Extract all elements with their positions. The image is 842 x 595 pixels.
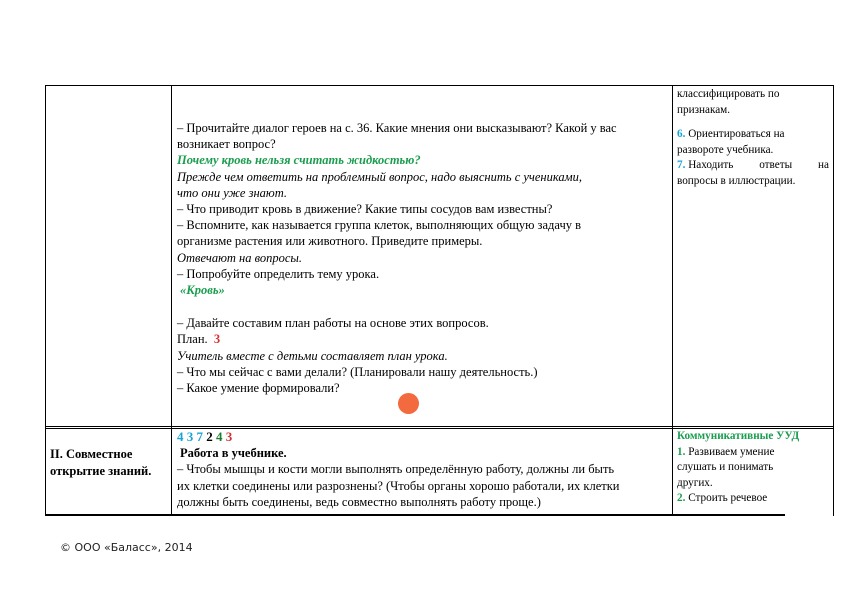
column-divider bbox=[672, 85, 673, 516]
table-bottom-border bbox=[45, 514, 785, 516]
item-number: 2. bbox=[677, 492, 686, 504]
stage-title: открытие знаний. bbox=[50, 464, 152, 478]
text-line: вопросы в иллюстрации. bbox=[677, 174, 796, 187]
plan-number: 3 bbox=[213, 332, 221, 347]
task-number: 7 bbox=[196, 429, 203, 444]
column-divider bbox=[833, 85, 834, 516]
item-text: Ориентироваться на bbox=[688, 128, 785, 140]
blank-line bbox=[677, 118, 829, 127]
item-text: ответы bbox=[759, 159, 793, 171]
teacher-note: что они уже знают. bbox=[177, 185, 288, 200]
item-text: на bbox=[818, 159, 829, 171]
task-number: 4 bbox=[216, 429, 223, 444]
text-line: – Прочитайте диалог героев на с. 36. Какие мнения они высказывают? Какой у вас bbox=[177, 121, 617, 135]
uud-heading: Коммуникативные УУД bbox=[677, 430, 800, 442]
row1-right-cell bbox=[677, 87, 829, 189]
text-line: – Что мы сейчас с вами делали? (Планировали нашу деятельность.) bbox=[177, 364, 538, 379]
task-number: 3 bbox=[225, 429, 233, 444]
item-number: 6. bbox=[677, 128, 686, 140]
item-text: Находить bbox=[688, 159, 734, 171]
column-divider bbox=[45, 85, 46, 516]
section-title: Работа в учебнике. bbox=[180, 446, 287, 461]
text-line: должны быть соединены, ведь совместно выполнять работу проще.) bbox=[177, 494, 541, 509]
teacher-note: Отвечают на вопросы. bbox=[177, 250, 303, 265]
copyright-footer: © ООО «Баласс», 2014 bbox=[60, 541, 193, 554]
task-numbers bbox=[177, 429, 667, 445]
item-text: Строить речевое bbox=[688, 492, 768, 504]
row1-middle-cell bbox=[177, 120, 667, 396]
plan-line bbox=[177, 331, 667, 347]
teacher-note: Прежде чем ответить на проблемный вопрос, надо выяснить с учениками, bbox=[177, 169, 583, 184]
list-item bbox=[677, 127, 829, 143]
text-line: возникает вопрос? bbox=[177, 137, 276, 152]
text-line: – Вспомните, как называется группа клеток, выполняющих общую задачу в bbox=[177, 218, 582, 233]
row-divider bbox=[45, 426, 834, 427]
item-text: Развиваем умение bbox=[688, 445, 775, 458]
item-number: 1. bbox=[677, 445, 686, 458]
column-divider bbox=[171, 85, 172, 516]
text-line: – Попробуйте определить тему урока. bbox=[177, 266, 380, 281]
text-line: – Чтобы мышцы и кости могли выполнять определённую работу, должны ли быть bbox=[177, 462, 615, 477]
row2-left-cell bbox=[50, 446, 168, 480]
problem-question: Почему кровь нельзя считать жидкостью? bbox=[177, 153, 421, 168]
text-line: – Давайте составим план работы на основе этих вопросов. bbox=[177, 316, 489, 331]
text-line: организме растения или животного. Приведите примеры. bbox=[177, 234, 483, 249]
table-top-border bbox=[45, 85, 834, 86]
task-number: 2 bbox=[206, 429, 213, 444]
text-line: развороте учебника. bbox=[677, 143, 774, 156]
list-item bbox=[677, 445, 829, 461]
row2-right-cell bbox=[677, 429, 829, 507]
item-number: 7. bbox=[677, 159, 686, 171]
text-line: классифицировать по bbox=[677, 88, 780, 100]
row2-middle-cell bbox=[177, 429, 667, 510]
blank-line bbox=[177, 298, 667, 315]
task-number: 3 bbox=[186, 429, 194, 444]
lesson-topic: «Кровь» bbox=[180, 283, 225, 298]
text-line: слушать и понимать bbox=[677, 461, 774, 473]
task-number: 4 bbox=[177, 429, 184, 444]
text-line: признакам. bbox=[677, 103, 731, 116]
text-line: других. bbox=[677, 476, 713, 489]
plan-label: План. bbox=[177, 332, 208, 347]
stage-title: II. Совместное bbox=[50, 447, 133, 461]
text-line: – Что приводит кровь в движение? Какие типы сосудов вам известны? bbox=[177, 202, 553, 217]
text-line: – Какое умение формировали? bbox=[177, 381, 340, 396]
text-line: их клетки соединены или разрознены? (Чтобы органы хорошо работали, их клетки bbox=[177, 478, 620, 493]
orange-circle-marker bbox=[398, 393, 419, 414]
list-item bbox=[677, 491, 829, 507]
teacher-note: Учитель вместе с детьми составляет план урока. bbox=[177, 348, 448, 363]
list-item bbox=[677, 158, 829, 174]
